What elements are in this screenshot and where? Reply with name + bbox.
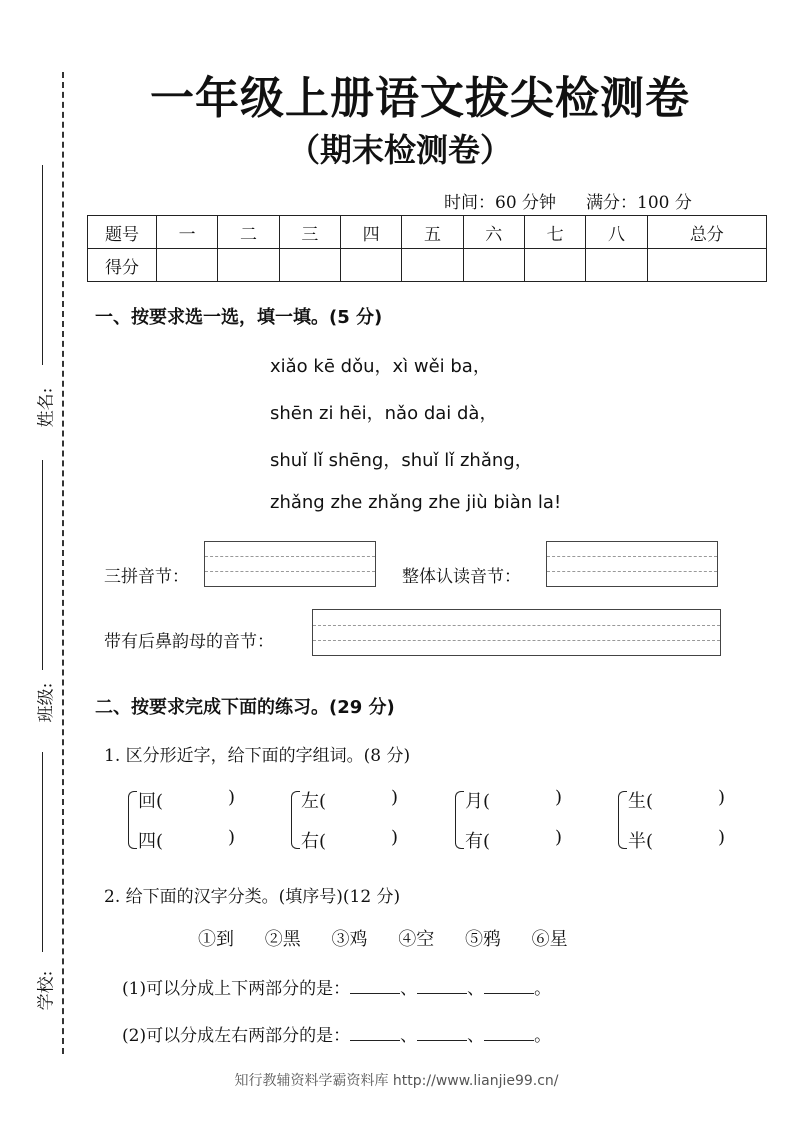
sanpin-label: 三拼音节：: [104, 567, 189, 587]
table-cell: 题号: [88, 216, 157, 249]
name-label: 姓名:: [36, 387, 57, 428]
option-item: ⑥星: [531, 929, 568, 950]
score-cell[interactable]: [402, 249, 463, 282]
separator: 、: [467, 979, 485, 999]
separator: 、: [400, 979, 418, 999]
table-cell: 六: [463, 216, 524, 249]
period: 。: [534, 1026, 552, 1046]
brace-icon: [455, 791, 464, 849]
pair-bottom-char: 右(: [301, 831, 327, 852]
char-pair: [618, 787, 738, 855]
table-cell: 四: [340, 216, 401, 249]
zhengti-answer-box[interactable]: [546, 541, 718, 587]
answer-blank[interactable]: [417, 979, 467, 994]
class-label: 班级:: [36, 682, 57, 723]
full-score: 满分：100 分: [586, 193, 692, 213]
char-pair: [128, 787, 248, 855]
score-cell[interactable]: [279, 249, 340, 282]
option-item: ④空: [398, 929, 435, 950]
table-cell: 总分: [647, 216, 766, 249]
cut-line: [62, 72, 64, 1054]
score-cell[interactable]: [463, 249, 524, 282]
pair-top-char: 月(: [465, 791, 491, 812]
houbi-answer-box[interactable]: [312, 609, 721, 656]
table-cell: 得分: [88, 249, 157, 282]
sub-question-1: [122, 974, 551, 999]
table-cell: 八: [586, 216, 647, 249]
pair-top-char: 左(: [301, 791, 327, 812]
score-cell[interactable]: [157, 249, 218, 282]
brace-icon: [128, 791, 137, 849]
page-title: 一年级上册语文拔尖检测卷: [150, 73, 690, 124]
page-subtitle: （期末检测卷）: [287, 131, 512, 169]
char-pair: [291, 787, 411, 855]
sub-question-text: (2)可以分成左右两部分的是：: [122, 1026, 351, 1046]
char-pair: [455, 787, 575, 855]
pinyin-line: zhǎng zhe zhǎng zhe jiù biàn la!: [270, 492, 562, 513]
exam-info: [444, 188, 692, 213]
pair-top-char: 回(: [138, 791, 164, 812]
option-item: ⑤鸦: [464, 929, 501, 950]
score-table-header-row: [88, 216, 767, 249]
score-cell[interactable]: [647, 249, 766, 282]
score-cell[interactable]: [218, 249, 279, 282]
rparen: ): [228, 787, 236, 808]
section-2-heading: 二、按要求完成下面的练习。(29 分): [95, 697, 395, 718]
class-blank-line: [42, 460, 43, 670]
score-table-score-row: [88, 249, 767, 282]
char-options: [198, 925, 593, 951]
rparen: ): [718, 827, 726, 848]
rparen: ): [555, 787, 563, 808]
sub-question-2: [122, 1021, 551, 1046]
option-item: ①到: [198, 929, 234, 950]
name-blank-line: [42, 165, 43, 365]
answer-blank[interactable]: [484, 1026, 534, 1041]
pinyin-line: shuǐ lǐ shēng，shuǐ lǐ zhǎng，: [270, 450, 533, 471]
table-cell: 三: [279, 216, 340, 249]
separator: 、: [467, 1026, 485, 1046]
answer-blank[interactable]: [484, 979, 534, 994]
footer-watermark: 知行教辅资料学霸资料库 http://www.lianjie99.cn/: [234, 1073, 559, 1089]
school-blank-line: [42, 752, 43, 952]
pair-bottom-char: 半(: [628, 831, 654, 852]
separator: 、: [400, 1026, 418, 1046]
rparen: ): [391, 827, 399, 848]
table-cell: 一: [157, 216, 218, 249]
score-cell[interactable]: [524, 249, 585, 282]
zhengti-label: 整体认读音节：: [402, 567, 521, 587]
brace-icon: [291, 791, 300, 849]
rparen: ): [228, 827, 236, 848]
brace-icon: [618, 791, 627, 849]
answer-blank[interactable]: [350, 1026, 400, 1041]
question-1: 1. 区分形近字，给下面的字组词。(8 分): [104, 746, 411, 766]
table-cell: 五: [402, 216, 463, 249]
answer-blank[interactable]: [417, 1026, 467, 1041]
option-item: ③鸡: [331, 929, 368, 950]
score-cell[interactable]: [340, 249, 401, 282]
answer-blank[interactable]: [350, 979, 400, 994]
section-1-heading: 一、按要求选一选，填一填。(5 分): [95, 307, 383, 328]
houbi-label: 带有后鼻韵母的音节：: [104, 632, 274, 652]
pair-bottom-char: 有(: [465, 831, 491, 852]
score-table: [87, 215, 767, 282]
rparen: ): [718, 787, 726, 808]
question-2: 2. 给下面的汉字分类。(填序号)(12 分): [104, 887, 401, 907]
period: 。: [534, 979, 552, 999]
time-limit: 时间：60 分钟: [444, 193, 557, 213]
pair-bottom-char: 四(: [138, 831, 164, 852]
pinyin-line: xiǎo kē dǒu，xì wěi ba，: [270, 356, 491, 377]
sanpin-answer-box[interactable]: [204, 541, 376, 587]
option-item: ②黑: [264, 929, 301, 950]
score-cell[interactable]: [586, 249, 647, 282]
table-cell: 二: [218, 216, 279, 249]
table-cell: 七: [524, 216, 585, 249]
pinyin-line: shēn zi hēi，nǎo dai dà，: [270, 403, 498, 424]
sub-question-text: (1)可以分成上下两部分的是：: [122, 979, 351, 999]
school-label: 学校:: [36, 970, 57, 1011]
rparen: ): [555, 827, 563, 848]
pair-top-char: 生(: [628, 791, 654, 812]
rparen: ): [391, 787, 399, 808]
